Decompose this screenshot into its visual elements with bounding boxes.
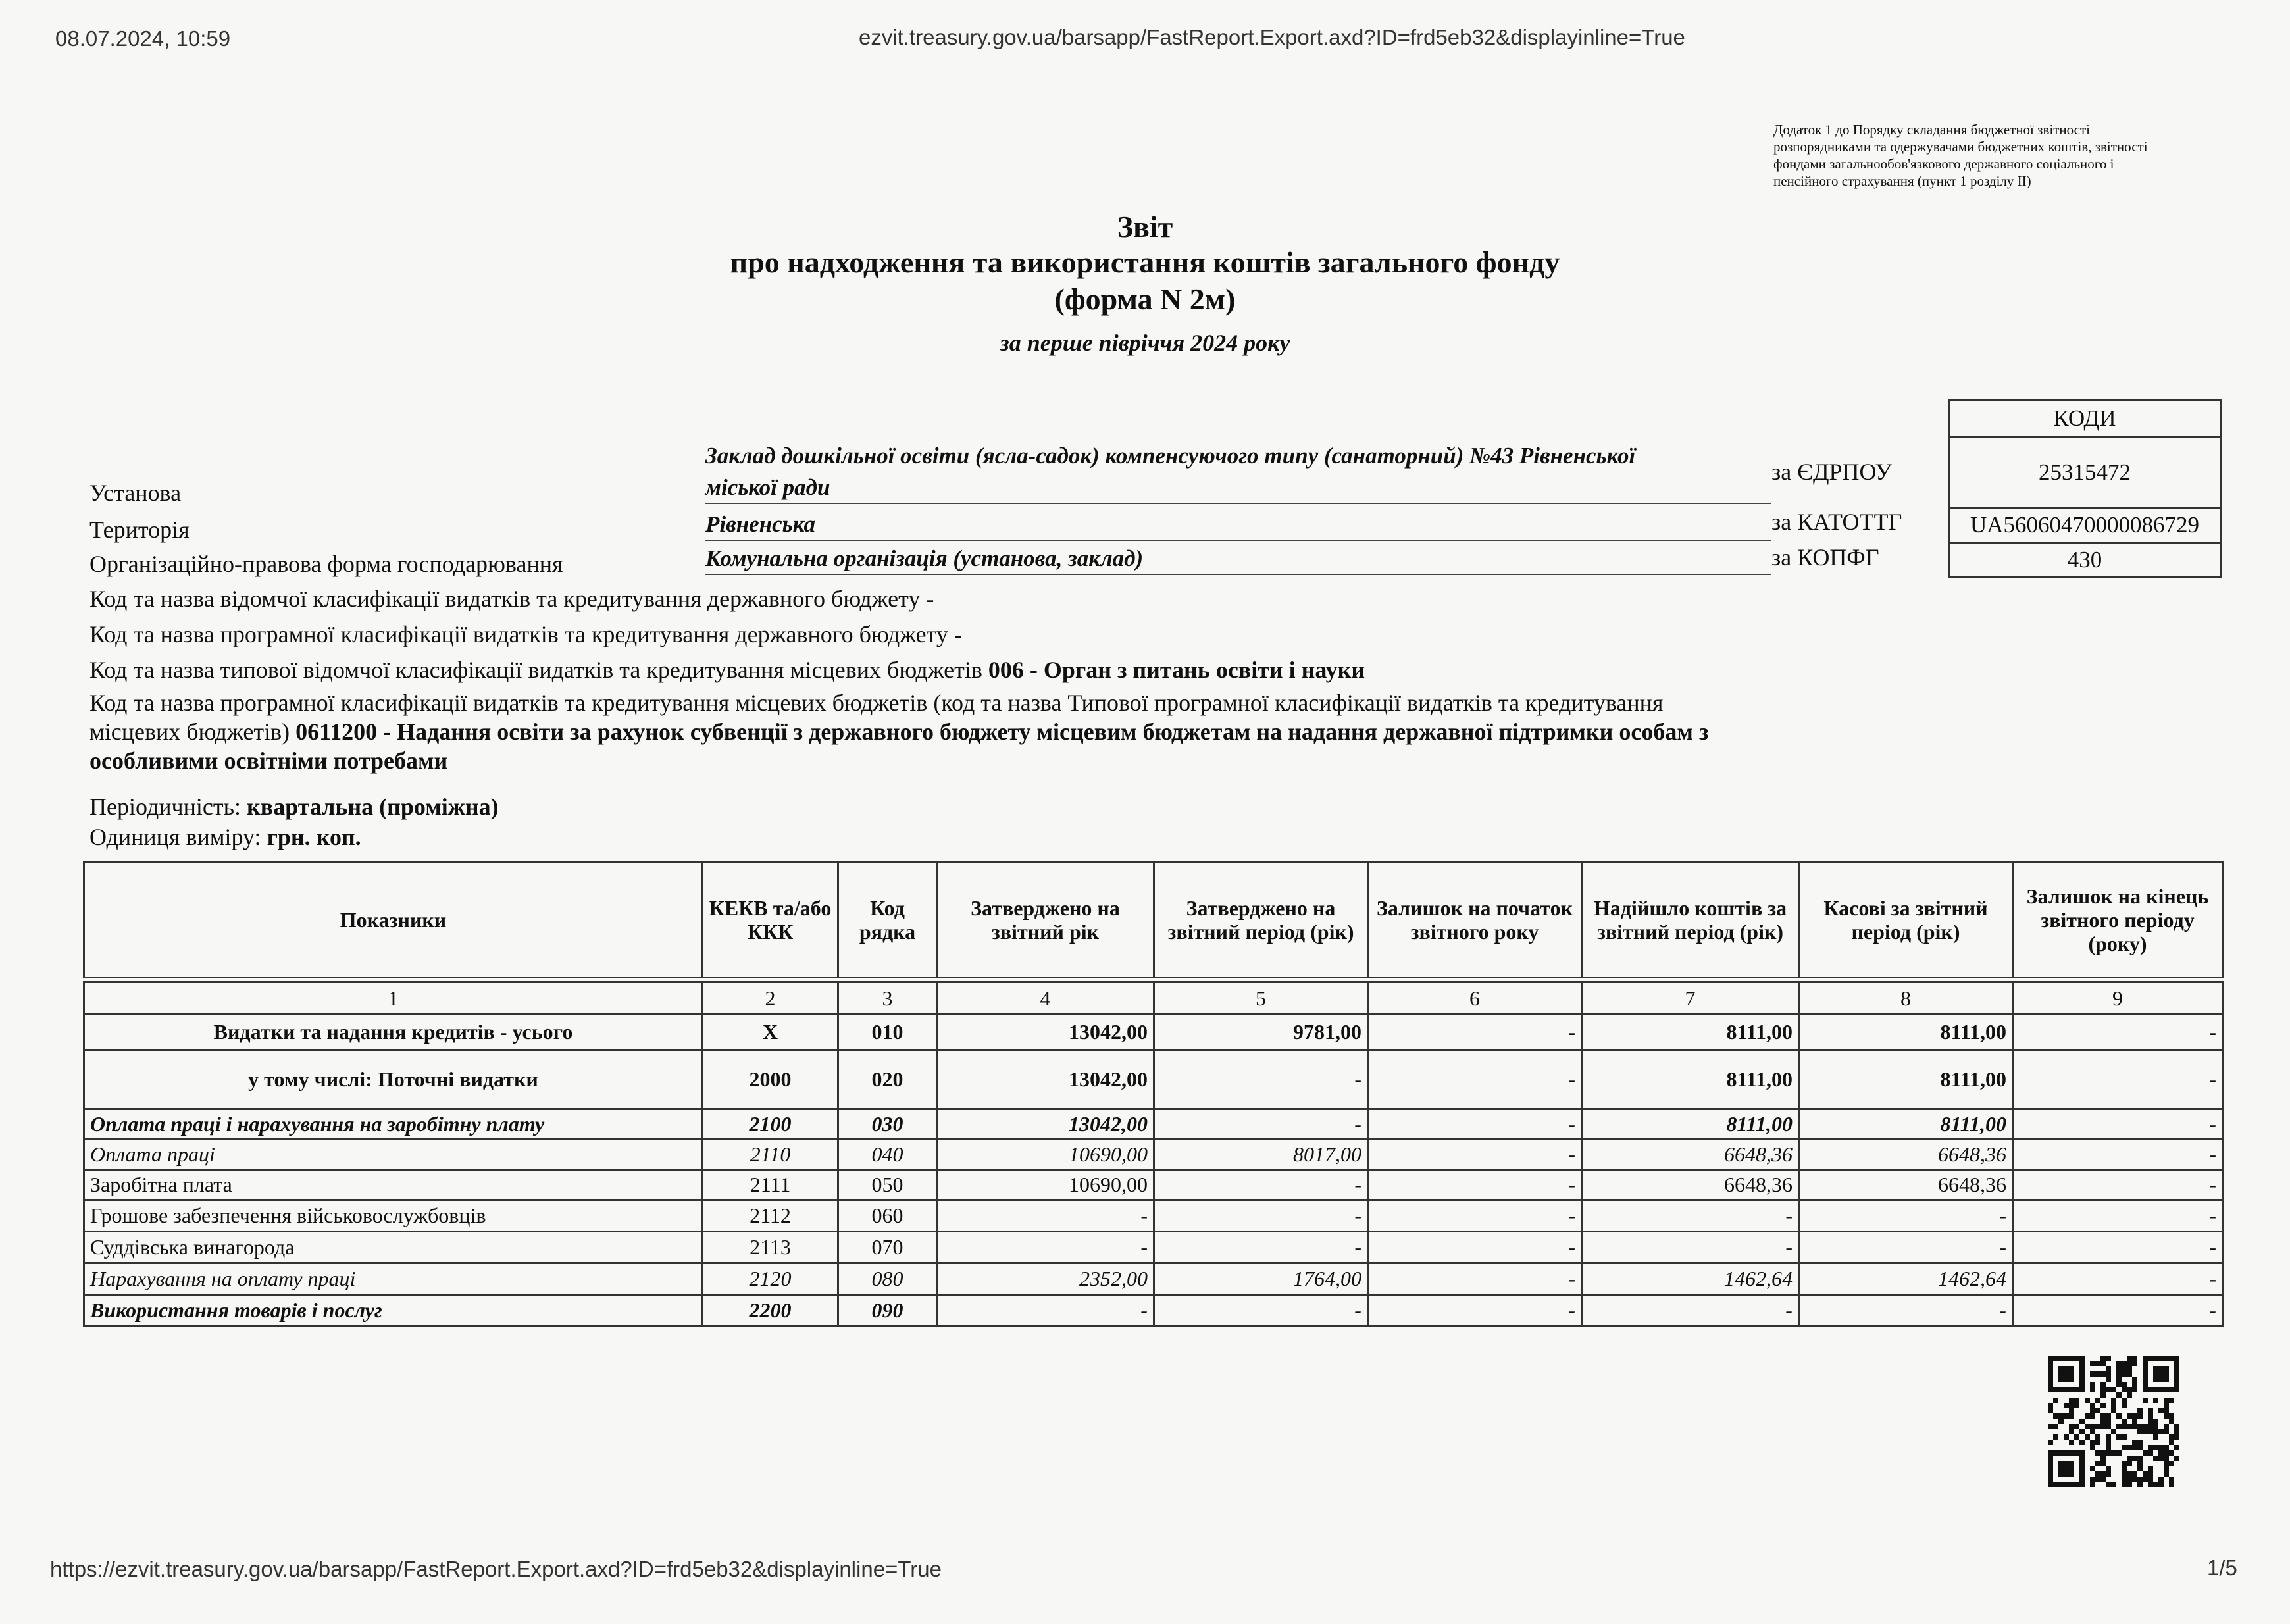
table-header-row [84, 862, 2223, 978]
table-cell: 13042,00 [937, 1050, 1154, 1109]
org-form-value: Комунальна організація (установа, заклад) [705, 544, 1771, 575]
row-label: Суддівська винагорода [84, 1232, 703, 1263]
table-cell: - [1154, 1295, 1368, 1327]
table-cell: 2112 [703, 1200, 838, 1232]
local-prog-label-line1: Код та назва програмної класифікації видатків та кредитування місцевих бюджетів (код та назва Типової програмної класифікації видатків та кредитування [89, 690, 1664, 716]
table-cell: - [937, 1200, 1154, 1232]
table-cell: 2111 [703, 1170, 838, 1200]
table-cell: 070 [838, 1232, 937, 1263]
col-number: 2 [703, 982, 838, 1015]
table-row [84, 1232, 2223, 1263]
report-subtitle: про надходження та використання коштів загального фонду [730, 245, 1560, 279]
table-cell: 030 [838, 1109, 937, 1140]
table-cell: 2352,00 [937, 1263, 1154, 1295]
col-header: Код рядка [838, 862, 937, 978]
table-cell: - [1368, 1200, 1582, 1232]
table-cell: - [2013, 1050, 2223, 1109]
table-cell: 040 [838, 1140, 937, 1170]
table-cell: - [1154, 1050, 1368, 1109]
col-header: Показники [84, 862, 703, 978]
table-cell: 2113 [703, 1232, 838, 1263]
unit-of-measure [89, 823, 1800, 851]
appendix-line: Додаток 1 до Порядку складання бюджетної звітності [1773, 122, 2090, 138]
row-label: Оплата праці і нарахування на заробітну плату [84, 1109, 703, 1140]
table-cell: 8111,00 [1799, 1015, 2013, 1050]
table-cell: - [2013, 1295, 2223, 1327]
col-header: Затверджено на звітний період (рік) [1154, 862, 1368, 978]
org-form-label: Організаційно-правова форма господарювання [89, 551, 563, 577]
table-cell: - [1154, 1232, 1368, 1263]
dept-classification-text: Код та назва відомчої класифікації видатків та кредитування державного бюджету - [89, 586, 934, 612]
col-number: 3 [838, 982, 937, 1015]
table-cell: - [2013, 1015, 2223, 1050]
col-number: 6 [1368, 982, 1582, 1015]
row-label: Заробітна плата [84, 1170, 703, 1200]
col-number: 8 [1799, 982, 2013, 1015]
institution-label: Установа [89, 480, 182, 506]
table-cell: - [1582, 1200, 1799, 1232]
table-row [84, 1109, 2223, 1140]
print-url-top: ezvit.treasury.gov.ua/barsapp/FastReport.Export.axd?ID=frd5eb32&displayinline=True [859, 25, 1685, 49]
table-cell: - [1368, 1015, 1582, 1050]
edrpou-label: за ЄДРПОУ [1771, 459, 1893, 485]
table-cell: 9781,00 [1154, 1015, 1368, 1050]
table-cell: 050 [838, 1170, 937, 1200]
col-header: Надійшло коштів за звітний період (рік) [1582, 862, 1799, 978]
katottg-code: UA56060470000086729 [1949, 508, 2221, 543]
table-cell: - [2013, 1109, 2223, 1140]
col-header: КЕКВ та/або ККК [703, 862, 838, 978]
table-cell: - [1582, 1295, 1799, 1327]
kopfg-label: за КОПФГ [1771, 544, 1879, 571]
table-cell: - [1368, 1109, 1582, 1140]
prog-classification-text: Код та назва програмної класифікації видатків та кредитування державного бюджету - [89, 621, 962, 647]
unit-label: Одиниця виміру: [89, 824, 261, 850]
table-cell: 6648,36 [1582, 1170, 1799, 1200]
col-number: 9 [2013, 982, 2223, 1015]
table-cell: 8111,00 [1799, 1050, 2013, 1109]
table-cell: - [2013, 1140, 2223, 1170]
table-cell: 8017,00 [1154, 1140, 1368, 1170]
print-page-number: 1/5 [2207, 1556, 2237, 1580]
appendix-note [1773, 121, 2234, 190]
codes-box [1948, 399, 2222, 578]
appendix-line: розпорядниками та одержувачами бюджетних коштів, звітності [1773, 139, 2148, 155]
print-url-bottom: https://ezvit.treasury.gov.ua/barsapp/FastReport.Export.axd?ID=frd5eb32&displayinline=True [50, 1557, 942, 1581]
codes-header: КОДИ [1949, 400, 2221, 438]
table-cell: - [1799, 1200, 2013, 1232]
table-cell: - [1368, 1295, 1582, 1327]
report-period: за перше півріччя 2024 року [1000, 330, 1290, 356]
kopfg-code: 430 [1949, 543, 2221, 578]
table-cell: 020 [838, 1050, 937, 1109]
col-number: 5 [1154, 982, 1368, 1015]
katottg-label: за КАТОТТГ [1771, 509, 1902, 535]
appendix-line: фондами загальнообов'язкового державного соціального і [1773, 156, 2114, 172]
qr-code [2048, 1356, 2179, 1487]
col-number: 4 [937, 982, 1154, 1015]
table-cell: 8111,00 [1582, 1015, 1799, 1050]
typical-dept-label: Код та назва типової відомчої класифікації видатків та кредитування місцевих бюджетів [89, 657, 982, 683]
col-header: Затверджено на звітний рік [937, 862, 1154, 978]
table-cell: 1764,00 [1154, 1263, 1368, 1295]
table-cell: 8111,00 [1582, 1050, 1799, 1109]
row-label: Грошове забезпечення військовослужбовців [84, 1200, 703, 1232]
periodicity-value: квартальна (проміжна) [247, 794, 499, 820]
table-cell: - [1582, 1232, 1799, 1263]
table-cell: - [1154, 1200, 1368, 1232]
table-row [84, 1140, 2223, 1170]
table-cell: - [1154, 1109, 1368, 1140]
territory-value: Рівненська [705, 509, 1771, 541]
territory-label: Територія [89, 517, 190, 543]
table-row [84, 1263, 2223, 1295]
table-row [84, 1170, 2223, 1200]
periodicity [89, 792, 1800, 821]
table-cell: - [1368, 1232, 1582, 1263]
column-numbers-row [84, 982, 2223, 1015]
table-cell: - [2013, 1200, 2223, 1232]
table-cell: 080 [838, 1263, 937, 1295]
row-label: Оплата праці [84, 1140, 703, 1170]
table-cell: - [2013, 1232, 2223, 1263]
local-prog-classification [89, 688, 1800, 775]
table-cell: 010 [838, 1015, 937, 1050]
table-cell: - [1368, 1050, 1582, 1109]
report-form-number: (форма N 2м) [1054, 282, 1236, 316]
table-cell: 10690,00 [937, 1140, 1154, 1170]
periodicity-label: Періодичність: [89, 794, 242, 820]
table-cell: 2120 [703, 1263, 838, 1295]
row-label: у тому числі: Поточні видатки [84, 1050, 703, 1109]
table-cell: 6648,36 [1799, 1140, 2013, 1170]
local-prog-value-line2: особливими освітніми потребами [89, 748, 448, 774]
table-row [84, 1015, 2223, 1050]
local-prog-label-line2: місцевих бюджетів) [89, 719, 290, 745]
table-cell: - [1154, 1170, 1368, 1200]
row-label: Використання товарів і послуг [84, 1295, 703, 1327]
report-table [83, 861, 2224, 1327]
col-header: Залишок на кінець звітного періоду (року) [2013, 862, 2223, 978]
table-row [84, 1050, 2223, 1109]
table-cell: - [1799, 1295, 2013, 1327]
edrpou-code: 25315472 [1949, 438, 2221, 508]
table-row [84, 1295, 2223, 1327]
table-cell: 6648,36 [1582, 1140, 1799, 1170]
prog-classification [89, 620, 1800, 649]
typical-dept-classification [89, 655, 1800, 684]
institution-value-line1: Заклад дошкільної освіти (ясла-садок) компенсуючого типу (санаторний) №43 Рівненської [705, 443, 1636, 469]
table-cell: 2200 [703, 1295, 838, 1327]
col-header: Залишок на початок звітного року [1368, 862, 1582, 978]
table-cell: - [1799, 1232, 2013, 1263]
table-cell: - [1368, 1140, 1582, 1170]
table-cell: 2100 [703, 1109, 838, 1140]
institution-value-line2: міської ради [705, 472, 1771, 504]
table-cell: 8111,00 [1582, 1109, 1799, 1140]
local-prog-value-line1: 0611200 - Надання освіти за рахунок субвенції з державного бюджету місцевим бюджетам на надання державної підтримки особам з [295, 719, 1709, 745]
table-cell: 060 [838, 1200, 937, 1232]
table-cell: - [937, 1295, 1154, 1327]
table-cell: Х [703, 1015, 838, 1050]
appendix-line: пенсійного страхування (пункт 1 розділу II) [1773, 173, 2031, 189]
row-label: Нарахування на оплату праці [84, 1263, 703, 1295]
table-row [84, 1200, 2223, 1232]
unit-value: грн. коп. [267, 824, 361, 850]
col-header: Касові за звітний період (рік) [1799, 862, 2013, 978]
table-cell: 2000 [703, 1050, 838, 1109]
col-number: 7 [1582, 982, 1799, 1015]
table-cell: 6648,36 [1799, 1170, 2013, 1200]
table-cell: - [1368, 1170, 1582, 1200]
dept-classification [89, 584, 1800, 613]
table-cell: 8111,00 [1799, 1109, 2013, 1140]
table-cell: - [937, 1232, 1154, 1263]
table-cell: 1462,64 [1582, 1263, 1799, 1295]
table-cell: 13042,00 [937, 1015, 1154, 1050]
table-cell: 10690,00 [937, 1170, 1154, 1200]
print-date: 08.07.2024, 10:59 [55, 26, 231, 51]
row-label: Видатки та надання кредитів - усього [84, 1015, 703, 1050]
table-cell: - [2013, 1263, 2223, 1295]
table-cell: 090 [838, 1295, 937, 1327]
table-cell: 2110 [703, 1140, 838, 1170]
typical-dept-value: 006 - Орган з питань освіти і науки [988, 657, 1365, 683]
col-number: 1 [84, 982, 703, 1015]
table-cell: 13042,00 [937, 1109, 1154, 1140]
table-cell: - [1368, 1263, 1582, 1295]
table-cell: 1462,64 [1799, 1263, 2013, 1295]
table-cell: - [2013, 1170, 2223, 1200]
report-title: Звіт [1117, 210, 1173, 243]
